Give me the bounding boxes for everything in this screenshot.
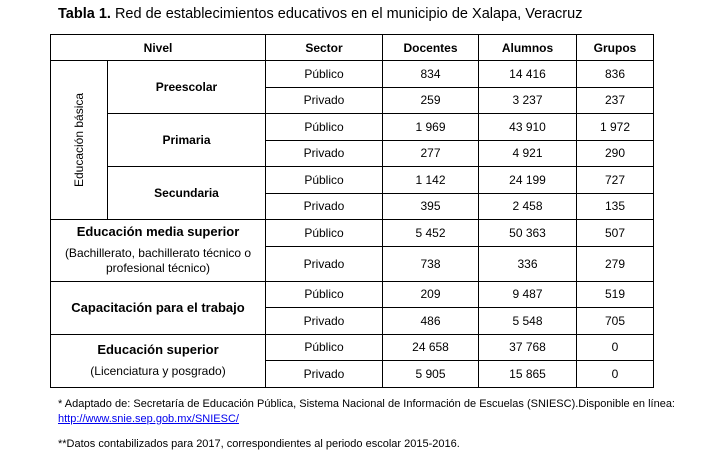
cell-docentes: 738 xyxy=(383,246,479,281)
cell-alumnos: 2 458 xyxy=(479,193,577,220)
section-name: Secundaria xyxy=(108,167,266,220)
cell-alumnos: 43 910 xyxy=(479,114,577,141)
cell-grupos: 0 xyxy=(577,361,654,388)
footnote-2: **Datos contabilizados para 2017, correspondientes al periodo escolar 2015-2016. xyxy=(58,438,460,450)
cell-docentes: 277 xyxy=(383,140,479,167)
cell-sector: Público xyxy=(266,167,383,194)
cell-docentes: 5 905 xyxy=(383,361,479,388)
cell-alumnos: 15 865 xyxy=(479,361,577,388)
basica-label: Educación básica xyxy=(72,92,86,188)
cell-sector: Público xyxy=(266,334,383,361)
cell-docentes: 486 xyxy=(383,308,479,335)
cell-alumnos: 24 199 xyxy=(479,167,577,194)
table-row xyxy=(51,61,654,88)
header-nivel: Nivel xyxy=(51,35,266,61)
cell-alumnos: 37 768 xyxy=(479,334,577,361)
cell-grupos: 290 xyxy=(577,140,654,167)
cell-sector: Privado xyxy=(266,246,383,281)
section-name: Preescolar xyxy=(108,61,266,114)
cell-docentes: 1 142 xyxy=(383,167,479,194)
cell-grupos: 507 xyxy=(577,220,654,247)
header-row xyxy=(51,35,654,61)
cell-sector: Privado xyxy=(266,87,383,114)
section-name: Educación superior xyxy=(97,341,219,357)
cell-grupos: 237 xyxy=(577,87,654,114)
cell-docentes: 395 xyxy=(383,193,479,220)
footnotes xyxy=(58,397,675,452)
cell-grupos: 0 xyxy=(577,334,654,361)
footnote-1-text: * Adaptado de: Secretaría de Educación Pública, Sistema Nacional de Información de Escuelas (SNIESC).Disponible en línea: xyxy=(58,398,675,410)
table-title-text: Red de establecimientos educativos en el municipio de Xalapa, Veracruz xyxy=(110,6,583,22)
section-group-cell xyxy=(51,281,266,334)
section-subtitle: (Bachillerato, bachillerato técnico o profesional técnico) xyxy=(64,245,252,275)
cell-grupos: 279 xyxy=(577,246,654,281)
cell-sector: Privado xyxy=(266,361,383,388)
cell-grupos: 519 xyxy=(577,281,654,308)
cell-grupos: 836 xyxy=(577,61,654,88)
header-sector: Sector xyxy=(266,35,383,61)
cell-docentes: 24 658 xyxy=(383,334,479,361)
section-group-cell xyxy=(51,220,266,282)
table-row xyxy=(51,220,654,247)
cell-alumnos: 5 548 xyxy=(479,308,577,335)
cell-sector: Público xyxy=(266,220,383,247)
cell-sector: Público xyxy=(266,114,383,141)
sniesc-link[interactable]: http://www.snie.sep.gob.mx/SNIESC/ xyxy=(58,413,239,425)
cell-docentes: 5 452 xyxy=(383,220,479,247)
cell-alumnos: 9 487 xyxy=(479,281,577,308)
table-row xyxy=(51,281,654,308)
cell-sector: Público xyxy=(266,61,383,88)
cell-alumnos: 14 416 xyxy=(479,61,577,88)
cell-grupos: 727 xyxy=(577,167,654,194)
section-subtitle: (Licenciatura y posgrado) xyxy=(90,363,226,378)
cell-alumnos: 336 xyxy=(479,246,577,281)
section-name: Capacitación para el trabajo xyxy=(71,299,245,315)
cell-docentes: 209 xyxy=(383,281,479,308)
cell-docentes: 259 xyxy=(383,87,479,114)
cell-grupos: 135 xyxy=(577,193,654,220)
cell-grupos: 705 xyxy=(577,308,654,335)
table-row xyxy=(51,334,654,361)
cell-sector: Privado xyxy=(266,308,383,335)
data-table xyxy=(50,34,654,388)
cell-alumnos: 3 237 xyxy=(479,87,577,114)
header-grupos: Grupos xyxy=(577,35,654,61)
cell-sector: Privado xyxy=(266,140,383,167)
cell-docentes: 1 969 xyxy=(383,114,479,141)
table-row xyxy=(51,167,654,194)
cell-sector: Público xyxy=(266,281,383,308)
cell-alumnos: 50 363 xyxy=(479,220,577,247)
section-name: Educación media superior xyxy=(76,223,240,239)
section-name: Primaria xyxy=(108,114,266,167)
header-docentes: Docentes xyxy=(383,35,479,61)
cell-docentes: 834 xyxy=(383,61,479,88)
table-title-prefix: Tabla 1. xyxy=(58,6,111,22)
cell-grupos: 1 972 xyxy=(577,114,654,141)
section-group-cell xyxy=(51,334,266,387)
cell-sector: Privado xyxy=(266,193,383,220)
table-row xyxy=(51,114,654,141)
basica-label-cell xyxy=(51,61,108,220)
cell-alumnos: 4 921 xyxy=(479,140,577,167)
header-alumnos: Alumnos xyxy=(479,35,577,61)
footnote-1 xyxy=(58,397,675,427)
table-title xyxy=(58,6,582,22)
